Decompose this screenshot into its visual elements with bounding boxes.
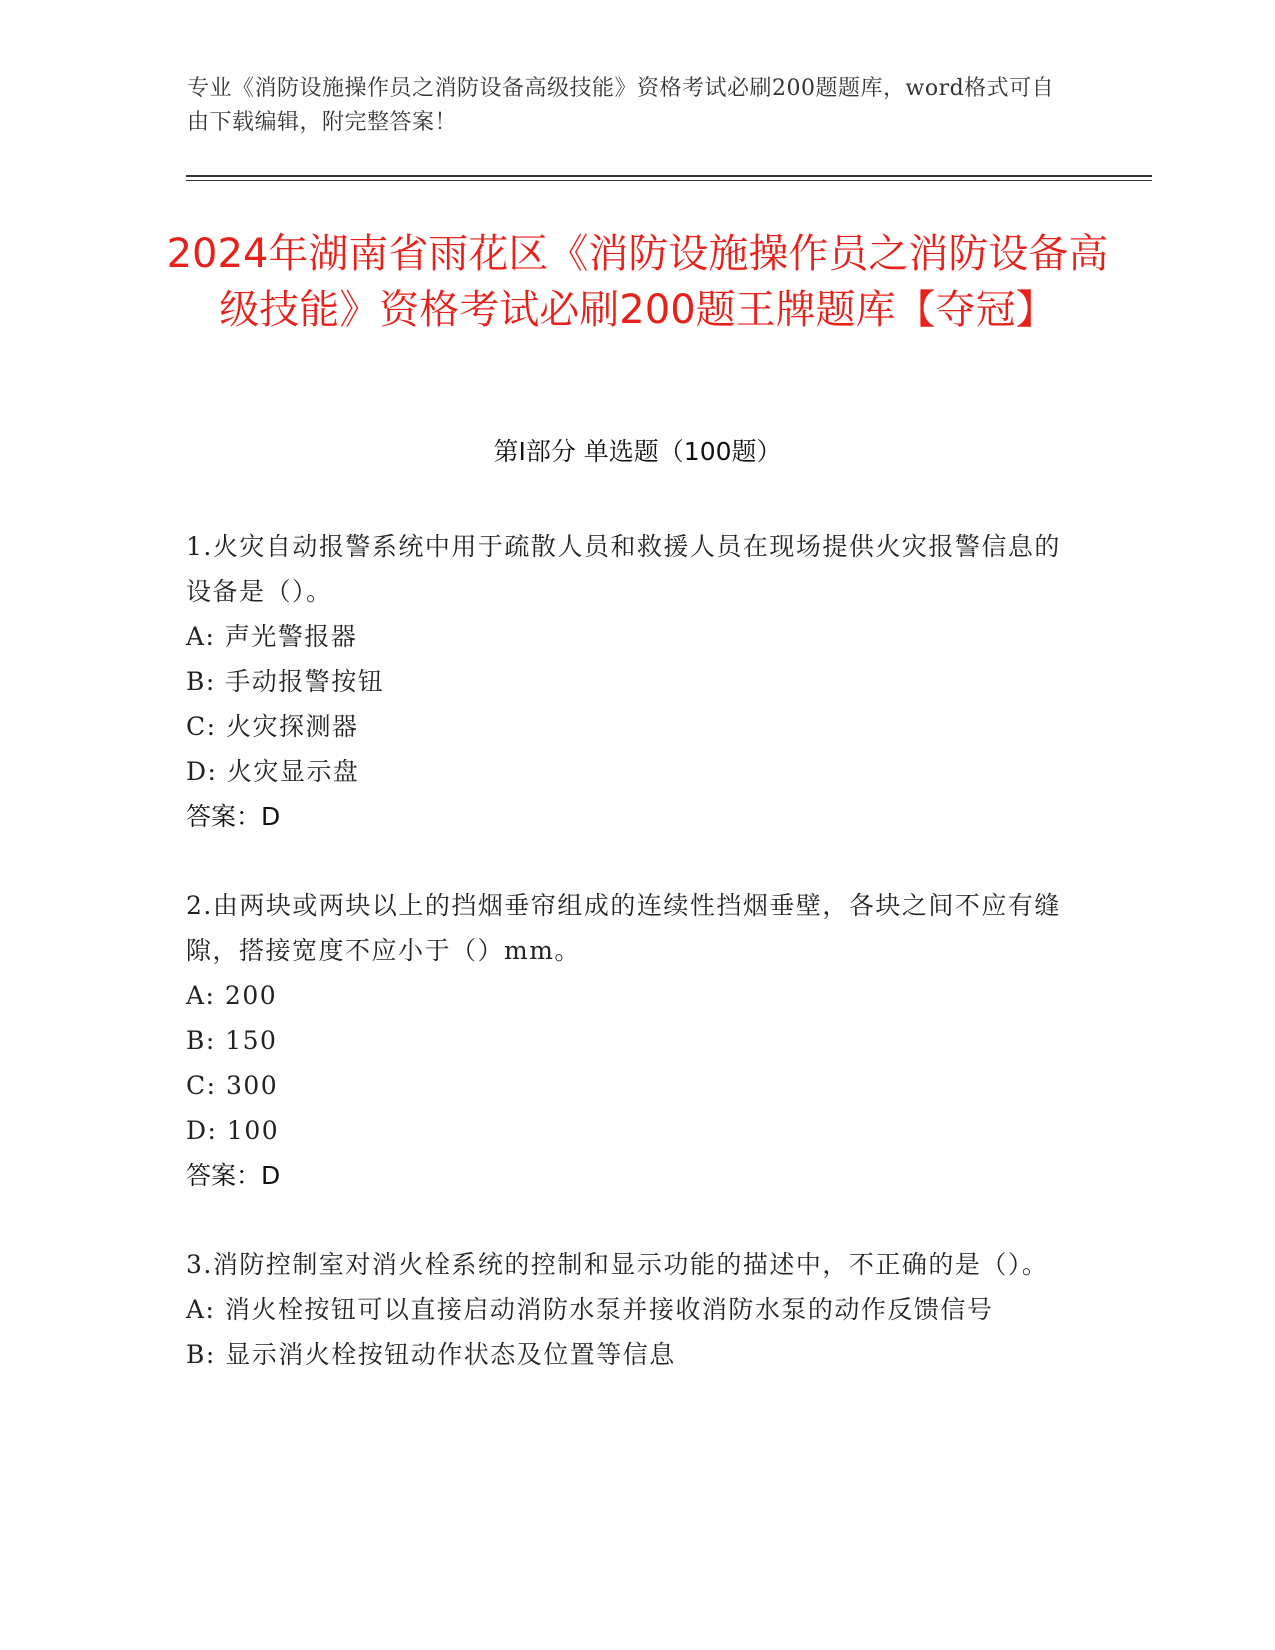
question-stem: 1.火灾自动报警系统中用于疏散人员和救援人员在现场提供火灾报警信息的设备是（）。 xyxy=(186,532,1061,606)
header-rule-thin xyxy=(186,180,1152,181)
option-d: D: 100 xyxy=(186,1116,280,1145)
option-c: C: 火灾探测器 xyxy=(186,712,359,741)
question-stem: 2.由两块或两块以上的挡烟垂帘组成的连续性挡烟垂壁，各块之间不应有缝隙，搭接宽度不应小于（）mm。 xyxy=(186,891,1061,965)
header-rule xyxy=(186,175,1152,177)
question-3 xyxy=(186,1242,1066,1377)
question-list xyxy=(186,524,1066,1421)
question-answer: 答案：D xyxy=(186,802,281,831)
header-note: 专业《消防设施操作员之消防设备高级技能》资格考试必刷200题题库，word格式可自由下载编辑，附完整答案！ xyxy=(187,76,1055,135)
option-d: D: 火灾显示盘 xyxy=(186,757,360,786)
option-b: B: 150 xyxy=(186,1026,278,1055)
option-b: B: 显示消火栓按钮动作状态及位置等信息 xyxy=(186,1340,676,1369)
option-a: A: 声光警报器 xyxy=(186,622,358,651)
question-stem: 3.消防控制室对消火栓系统的控制和显示功能的描述中，不正确的是（）。 xyxy=(186,1250,1049,1279)
option-a: A: 消火栓按钮可以直接启动消防水泵并接收消防水泵的动作反馈信号 xyxy=(186,1295,994,1324)
option-a: A: 200 xyxy=(186,981,278,1010)
option-c: C: 300 xyxy=(186,1071,279,1100)
document-title: 2024年湖南省雨花区《消防设施操作员之消防设备高级技能》资格考试必刷200题王牌题库【夺冠】 xyxy=(166,231,1109,333)
section-title: 第Ⅰ部分 单选题（100题） xyxy=(493,437,782,466)
option-b: B: 手动报警按钮 xyxy=(186,667,385,696)
question-2 xyxy=(186,883,1066,1198)
question-1 xyxy=(186,524,1066,839)
question-answer: 答案：D xyxy=(186,1161,281,1190)
